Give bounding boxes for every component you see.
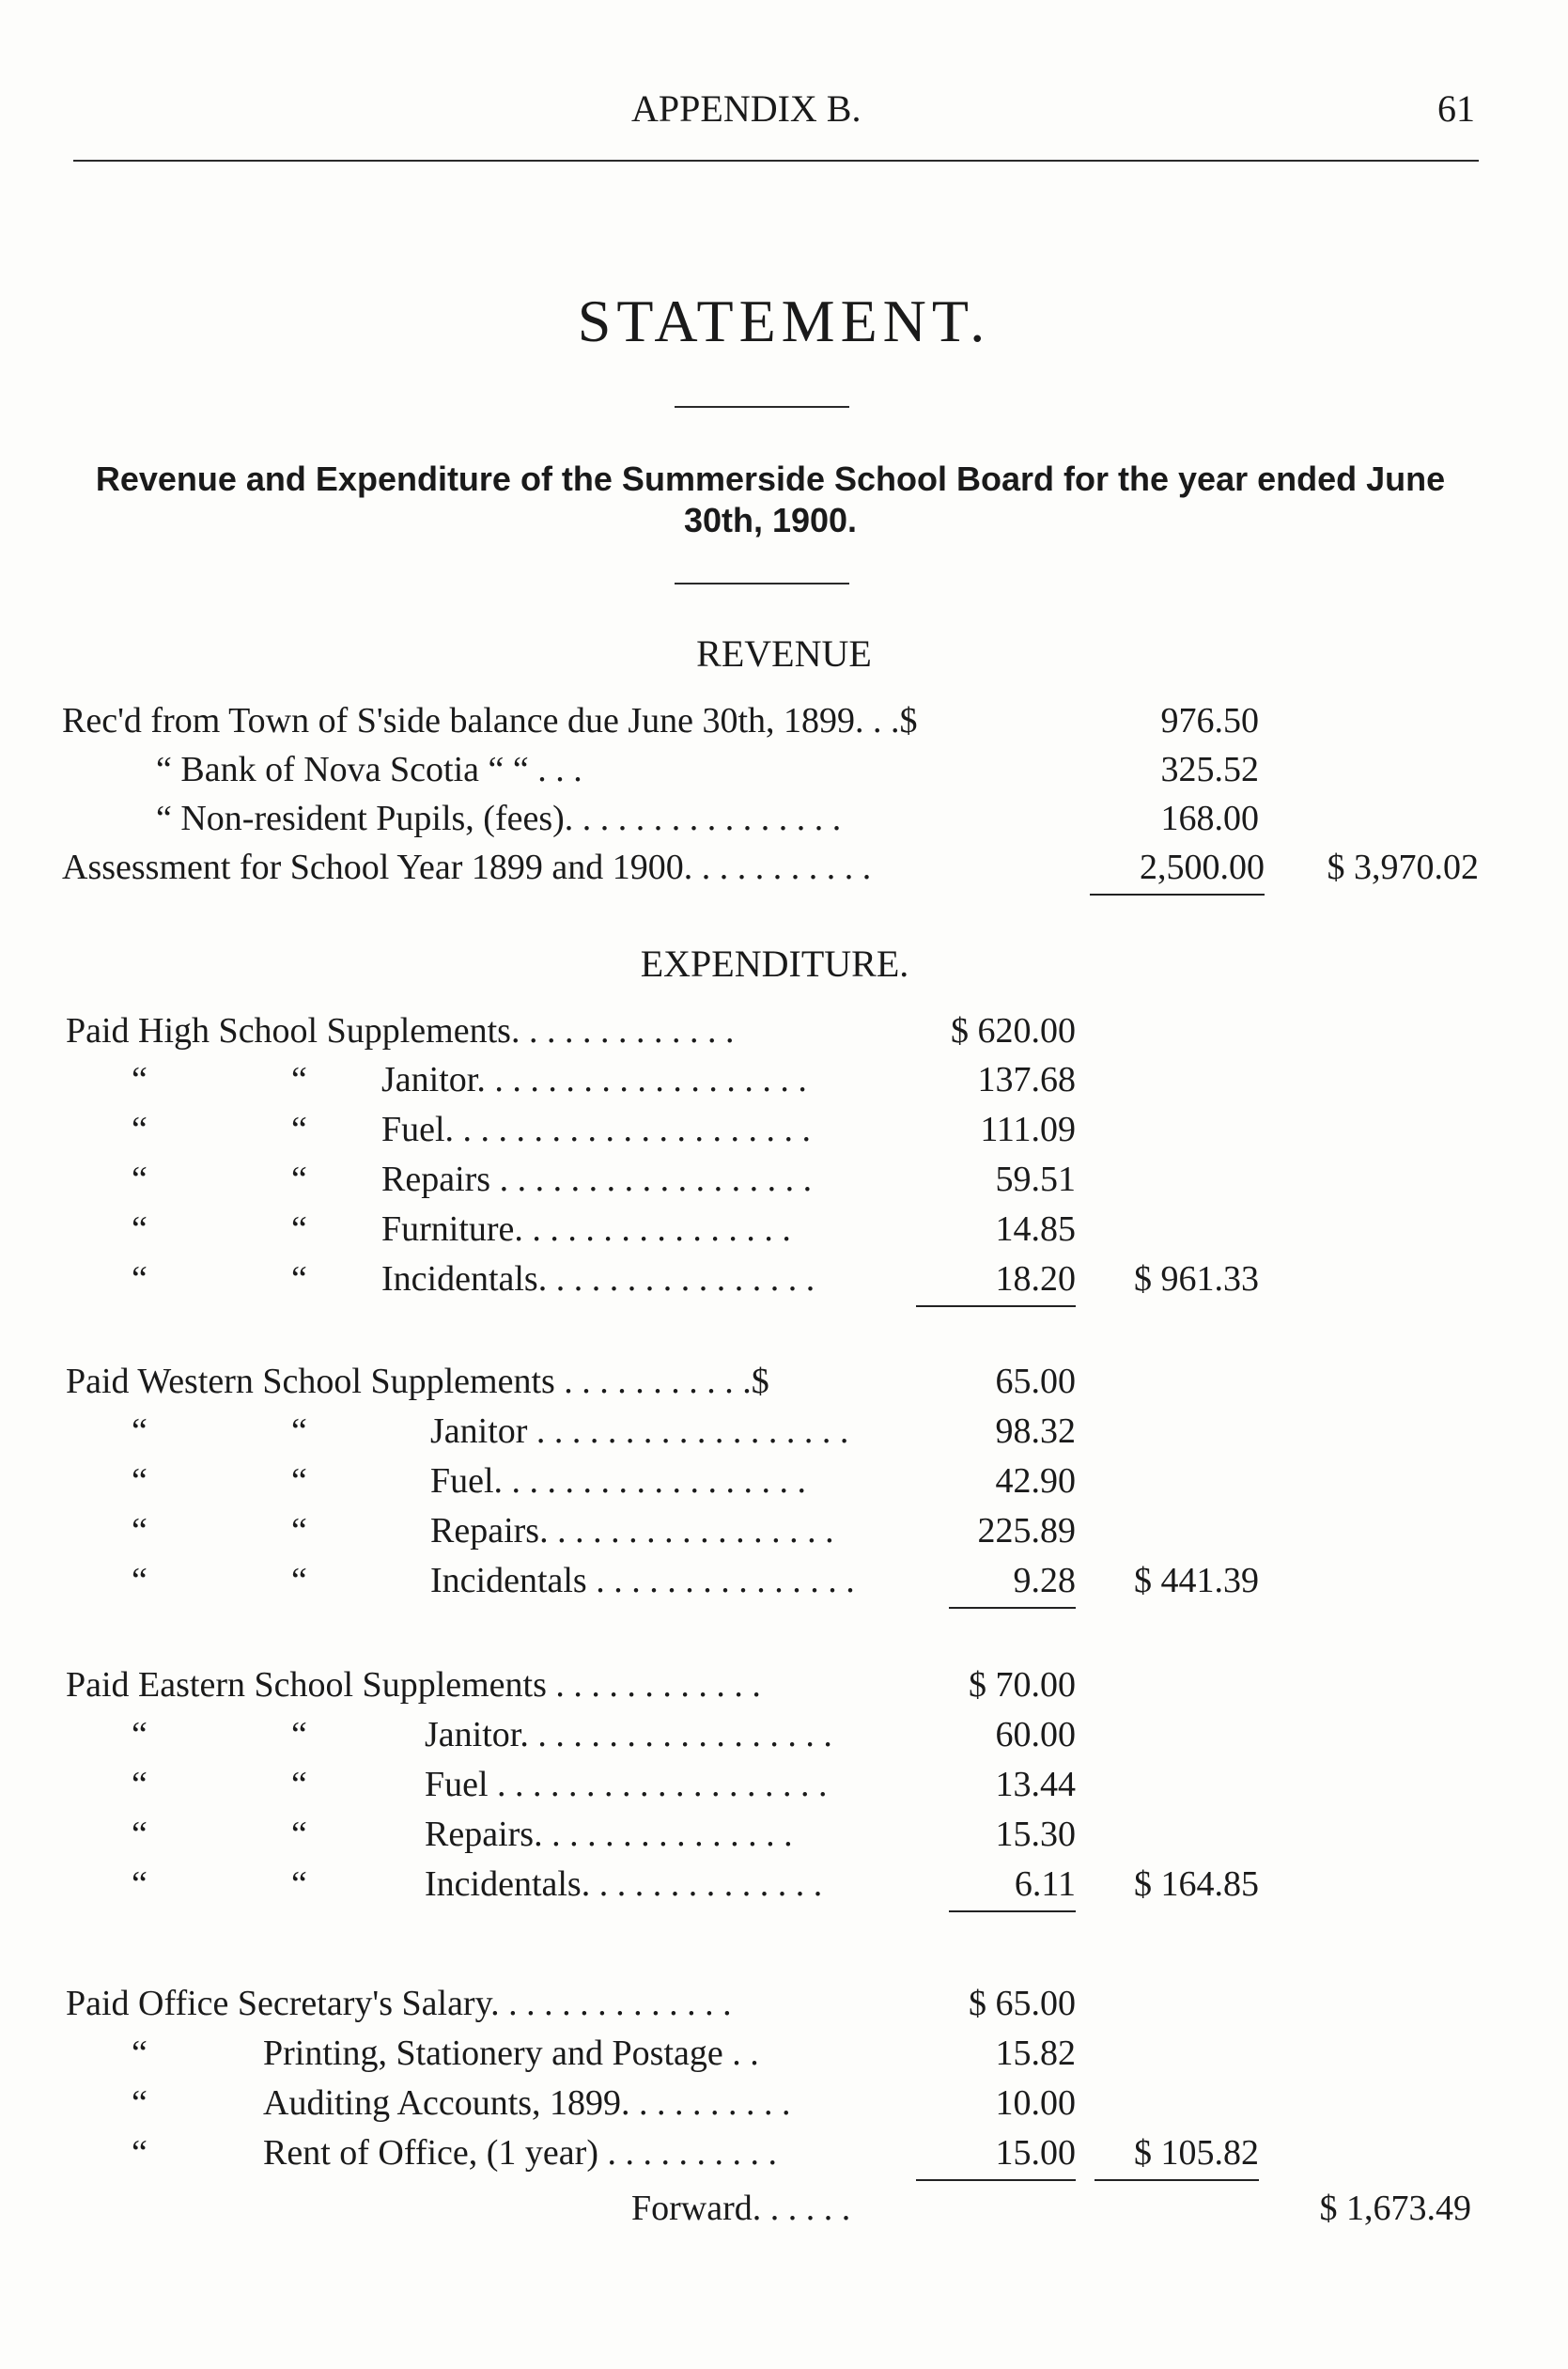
expenditure-row-label: Repairs. . . . . . . . . . . . . . .: [425, 1815, 793, 1854]
revenue-row-label: Assessment for School Year 1899 and 1900. . . . . . . . . . .: [62, 848, 872, 887]
ditto-mark: “: [291, 1060, 307, 1099]
ditto-mark: “: [291, 1511, 307, 1551]
ditto-mark: “: [132, 1461, 147, 1501]
ditto-mark: “: [291, 1110, 307, 1149]
running-header-title: APPENDIX B.: [631, 87, 862, 130]
expenditure-row-amount: 15.00: [916, 2132, 1076, 2181]
ditto-mark: “: [132, 1110, 147, 1149]
expenditure-row-label: Incidentals. . . . . . . . . . . . . . . .: [381, 1259, 815, 1299]
page-number: 61: [1437, 87, 1475, 130]
group-total: $ 961.33: [1134, 1259, 1259, 1299]
revenue-heading: REVENUE: [696, 632, 872, 675]
expenditure-row-label: Furniture. . . . . . . . . . . . . . . .: [381, 1209, 791, 1249]
ditto-mark: “: [132, 1060, 147, 1099]
ditto-mark: “: [132, 1561, 147, 1600]
expenditure-row-label: Paid Office Secretary's Salary. . . . . . . . . . . . . .: [66, 1984, 732, 2023]
expenditure-row-label: Janitor. . . . . . . . . . . . . . . . . .: [425, 1715, 832, 1754]
ditto-mark: “: [291, 1259, 307, 1299]
expenditure-row-label: Paid Western School Supplements . . . . . . . . . . .$: [66, 1362, 769, 1401]
expenditure-row-amount: 60.00: [995, 1715, 1076, 1754]
ditto-mark: “: [291, 1561, 307, 1600]
expenditure-row-amount: 15.30: [995, 1815, 1076, 1854]
ditto-mark: “: [291, 1864, 307, 1904]
ditto-mark: “: [132, 1259, 147, 1299]
ditto-mark: “: [291, 1815, 307, 1854]
forward-label: Forward. . . . . .: [631, 2189, 851, 2228]
revenue-row-label: “ Bank of Nova Scotia “ “ . . .: [156, 750, 582, 789]
statement-title: STATEMENT.: [577, 288, 991, 354]
expenditure-row-label: Printing, Stationery and Postage . .: [263, 2034, 759, 2073]
header-rule: [73, 160, 1479, 162]
expenditure-row-amount: 137.68: [977, 1060, 1076, 1099]
expenditure-row-label: Fuel. . . . . . . . . . . . . . . . . . . . .: [381, 1110, 812, 1149]
expenditure-row-amount: 59.51: [995, 1160, 1076, 1199]
forward-amount: $ 1,673.49: [1319, 2189, 1471, 2228]
expenditure-row-amount: $ 70.00: [969, 1665, 1076, 1705]
expenditure-row-label: Repairs. . . . . . . . . . . . . . . . .: [430, 1511, 834, 1551]
ditto-mark: “: [291, 1411, 307, 1451]
ditto-mark: “: [132, 1511, 147, 1551]
expenditure-row-label: Janitor . . . . . . . . . . . . . . . . . .: [430, 1411, 849, 1451]
statement-subtitle: Revenue and Expenditure of the Summerside School Board for the year ended June 30th, 1900.: [95, 460, 1446, 539]
title-rule: [675, 406, 849, 408]
expenditure-row-label: Paid High School Supplements. . . . . . . . . . . . .: [66, 1011, 735, 1051]
expenditure-row-label: Repairs . . . . . . . . . . . . . . . . . .: [381, 1160, 813, 1199]
expenditure-row-amount: 111.09: [980, 1110, 1076, 1149]
ditto-mark: “: [291, 1209, 307, 1249]
ditto-mark: “: [132, 2133, 147, 2173]
ditto-mark: “: [291, 1160, 307, 1199]
ditto-mark: “: [132, 1411, 147, 1451]
ditto-mark: “: [132, 1715, 147, 1754]
expenditure-row-label: Rent of Office, (1 year) . . . . . . . . . .: [263, 2133, 777, 2173]
expenditure-row-amount: 10.00: [995, 2083, 1076, 2123]
expenditure-row-label: Fuel. . . . . . . . . . . . . . . . . .: [430, 1461, 807, 1501]
revenue-row-label: “ Non-resident Pupils, (fees). . . . . . . . . . . . . . . .: [156, 799, 842, 838]
expenditure-row-amount: 225.89: [977, 1511, 1076, 1551]
ditto-mark: “: [132, 1864, 147, 1904]
expenditure-row-amount: 9.28: [949, 1560, 1076, 1609]
revenue-total: $ 3,970.02: [1327, 848, 1479, 887]
ditto-mark: “: [291, 1715, 307, 1754]
ditto-mark: “: [132, 1765, 147, 1804]
expenditure-row-label: Fuel . . . . . . . . . . . . . . . . . . .: [425, 1765, 828, 1804]
ditto-mark: “: [132, 1815, 147, 1854]
revenue-row-amount: 976.50: [1160, 701, 1259, 740]
expenditure-row-amount: 98.32: [995, 1411, 1076, 1451]
group-total: $ 105.82: [1094, 2132, 1259, 2181]
group-total: $ 441.39: [1134, 1561, 1259, 1600]
subtitle-rule: [675, 583, 849, 584]
expenditure-row-amount: $ 65.00: [969, 1984, 1076, 2023]
revenue-row-amount: 325.52: [1160, 750, 1259, 789]
revenue-row-label: Rec'd from Town of S'side balance due June 30th, 1899. . .$: [62, 701, 918, 740]
expenditure-row-label: Incidentals. . . . . . . . . . . . . .: [425, 1864, 823, 1904]
revenue-row-amount: 2,500.00: [1090, 847, 1265, 896]
expenditure-row-label: Incidentals . . . . . . . . . . . . . . .: [430, 1561, 855, 1600]
ditto-mark: “: [132, 2083, 147, 2123]
expenditure-row-label: Paid Eastern School Supplements . . . . . . . . . . . .: [66, 1665, 761, 1705]
group-total: $ 164.85: [1134, 1864, 1259, 1904]
expenditure-row-amount: 18.20: [916, 1258, 1076, 1307]
expenditure-row-label: Auditing Accounts, 1899. . . . . . . . . .: [263, 2083, 791, 2123]
expenditure-row-amount: 14.85: [995, 1209, 1076, 1249]
expenditure-row-amount: $ 620.00: [951, 1011, 1076, 1051]
ditto-mark: “: [291, 1765, 307, 1804]
ditto-mark: “: [132, 2034, 147, 2073]
expenditure-row-label: Janitor. . . . . . . . . . . . . . . . . . .: [381, 1060, 807, 1099]
ditto-mark: “: [291, 1461, 307, 1501]
expenditure-row-amount: 65.00: [995, 1362, 1076, 1401]
ditto-mark: “: [132, 1209, 147, 1249]
ditto-mark: “: [132, 1160, 147, 1199]
expenditure-row-amount: 13.44: [995, 1765, 1076, 1804]
revenue-row-amount: 168.00: [1160, 799, 1259, 838]
expenditure-heading: EXPENDITURE.: [640, 943, 909, 985]
expenditure-row-amount: 6.11: [949, 1863, 1076, 1912]
expenditure-row-amount: 15.82: [995, 2034, 1076, 2073]
expenditure-row-amount: 42.90: [995, 1461, 1076, 1501]
